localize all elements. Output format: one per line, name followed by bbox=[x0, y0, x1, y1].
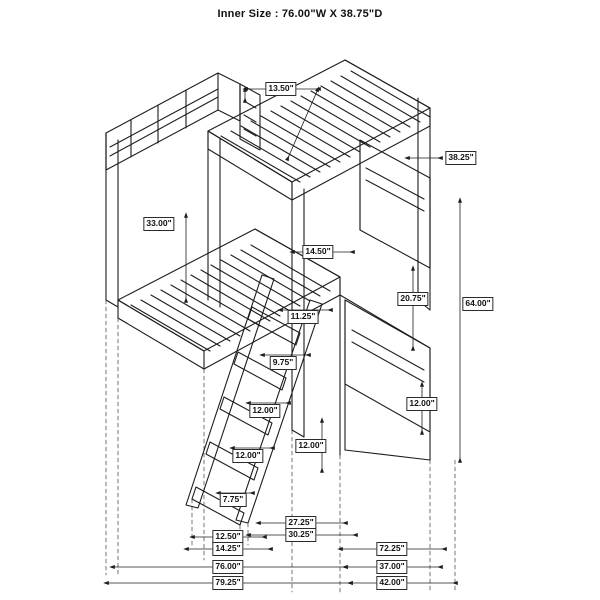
page-title: Inner Size : 76.00"W X 38.75"D bbox=[217, 8, 383, 20]
dimension-label: 76.00" bbox=[212, 560, 243, 574]
dimension-label: 11.25" bbox=[288, 310, 319, 324]
dimension-label: 14.50" bbox=[302, 245, 333, 259]
dimension-label: 42.00" bbox=[376, 576, 407, 590]
dimension-label: 13.50" bbox=[265, 82, 296, 96]
dimension-label: 38.25" bbox=[445, 151, 476, 165]
dimension-label: 79.25" bbox=[212, 576, 243, 590]
dimension-label: 72.25" bbox=[376, 542, 407, 556]
dimension-label: 9.75" bbox=[270, 356, 297, 370]
dimension-label: 27.25" bbox=[285, 516, 316, 530]
dimension-label: 30.25" bbox=[285, 528, 316, 542]
dimension-label: 7.75" bbox=[220, 493, 247, 507]
dimension-label: 14.25" bbox=[212, 542, 243, 556]
dimension-label: 12.00" bbox=[406, 397, 437, 411]
dimension-label: 12.00" bbox=[249, 404, 280, 418]
dimension-label: 20.75" bbox=[397, 292, 428, 306]
dimension-label: 37.00" bbox=[376, 560, 407, 574]
dimension-label: 12.00" bbox=[232, 449, 263, 463]
dimension-label: 12.00" bbox=[295, 439, 326, 453]
dimension-label: 64.00" bbox=[462, 297, 493, 311]
dimension-label: 33.00" bbox=[143, 217, 174, 231]
dimension-label: 12.50" bbox=[212, 530, 243, 544]
